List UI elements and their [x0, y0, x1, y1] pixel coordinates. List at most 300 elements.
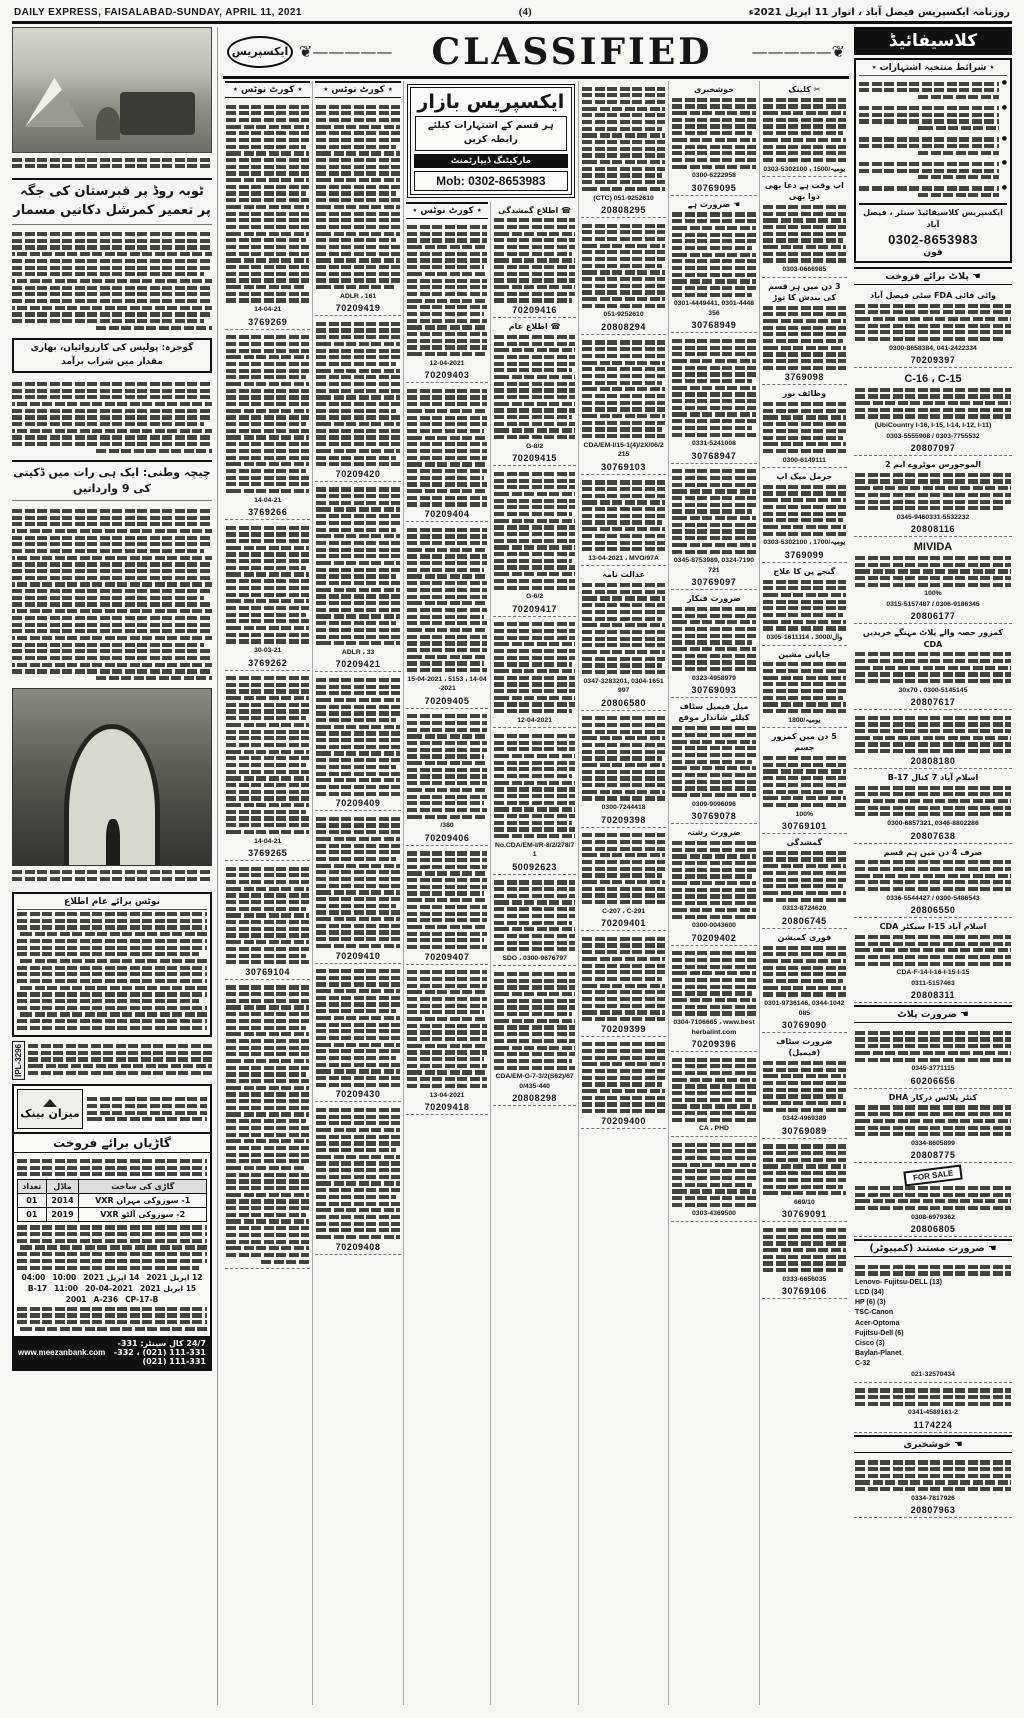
- greeked-text-line: [855, 401, 1011, 405]
- greeked-text-line: [316, 278, 399, 282]
- greeked-text-line: [17, 1012, 207, 1016]
- greeked-text-line: [494, 395, 575, 399]
- greeked-text-line: [672, 660, 755, 664]
- greeked-text-line: [582, 663, 662, 667]
- ad-detail: 0313-8724620: [782, 905, 827, 913]
- greeked-text-line: [672, 399, 755, 403]
- greeked-text-line: [763, 946, 846, 950]
- ad-detail: 0300-8658384, 041-2422334: [889, 344, 977, 352]
- greeked-text-line: [12, 306, 212, 310]
- ad-detail: 669/10: [793, 1198, 815, 1206]
- greeked-text-line: [672, 352, 755, 356]
- greeked-text-line: [407, 1010, 484, 1014]
- greeked-text-line: [28, 1071, 212, 1075]
- vehicle-table-body: [18, 1194, 207, 1222]
- greeked-text-line: [494, 525, 575, 529]
- greeked-text-line: [582, 187, 665, 191]
- greeked-text-line: [494, 388, 575, 392]
- ad-detail: 0342-4969389: [782, 1115, 827, 1123]
- greeked-text-line: [407, 885, 488, 889]
- greeked-text-line: [316, 581, 399, 585]
- classified-ad: [762, 646, 847, 729]
- greeked-text-line: [672, 359, 755, 363]
- greeked-text-line: [316, 772, 399, 776]
- greeked-text-line: [316, 165, 399, 169]
- greeked-text-line: [763, 409, 846, 413]
- greeked-text-line: [17, 1313, 207, 1317]
- classified-ad: [762, 81, 847, 177]
- express-bazar-title: ایکسپریس بازار: [417, 91, 565, 113]
- classified-ad: [762, 1222, 847, 1299]
- greeked-text-line: [316, 937, 399, 941]
- greeked-text-line: [763, 1108, 846, 1112]
- greeked-text-line: [407, 788, 488, 792]
- greeked-text-line: [494, 894, 575, 898]
- greeked-text-line: [855, 666, 1011, 670]
- greeked-text-line: [226, 272, 309, 276]
- ad-column: [312, 81, 402, 1705]
- greeked-text-line: [226, 232, 309, 236]
- greeked-text-line: [494, 335, 575, 339]
- greeked-text-line: [226, 546, 309, 550]
- greeked-text-line: [316, 514, 399, 518]
- greeked-text-line: [316, 218, 399, 222]
- greeked-text-line: [226, 198, 309, 202]
- greeked-text-line: [582, 427, 662, 431]
- bank-ad-header: [14, 1086, 210, 1134]
- greeked-text-line: [226, 873, 309, 877]
- greeked-text-line: [316, 837, 399, 841]
- greeked-text-line: [763, 669, 846, 673]
- greeked-text-line: [672, 426, 752, 430]
- ad-phone: 70209399: [601, 1023, 647, 1034]
- greeked-text-line: [582, 107, 665, 111]
- greeked-text-line: [494, 422, 575, 426]
- greeked-text-line: [763, 1171, 846, 1175]
- ad-phone: 70209419: [335, 303, 381, 314]
- greeked-text-line: [672, 286, 755, 290]
- greeked-text-line: [672, 124, 755, 128]
- article-body: [12, 506, 212, 682]
- greeked-text-line: [407, 528, 488, 532]
- greeked-text-line: [226, 743, 309, 747]
- greeked-text-line: [407, 238, 488, 242]
- greeked-text-line: [316, 335, 399, 339]
- greeked-text-line: [494, 539, 575, 543]
- right-sidebar: [854, 27, 1012, 1705]
- greeked-text-line: [226, 985, 309, 989]
- greeked-text-line: [407, 496, 488, 500]
- ad-phone: 20808116: [910, 524, 956, 535]
- greeked-text-line: [407, 541, 488, 545]
- greeked-text-line: [763, 696, 843, 700]
- greeked-text-line: [407, 1030, 488, 1034]
- greeked-text-line: [226, 1153, 309, 1157]
- news-column: [12, 27, 218, 1705]
- greeked-text-line: [859, 144, 999, 148]
- greeked-text-line: [672, 253, 755, 257]
- greeked-text-line: [316, 548, 399, 552]
- greeked-text-line: [763, 1158, 846, 1162]
- greeked-text-line: [763, 359, 846, 363]
- vehicle-cell: 2019: [46, 1208, 79, 1222]
- greeked-text-line: [226, 278, 309, 282]
- ad-phone: 20808294: [601, 321, 647, 332]
- greeked-text-line: [672, 165, 755, 169]
- greeked-text-line: [494, 696, 575, 700]
- greeked-text-line: [672, 634, 755, 638]
- terms-title: ٭ شرائط منتخبہ اشتہارات ٭: [859, 63, 1007, 76]
- greeked-text-line: [859, 119, 999, 123]
- greeked-text-line: [672, 1183, 752, 1187]
- greeked-text-line: [316, 725, 399, 729]
- greeked-text-line: [494, 827, 575, 831]
- greeked-text-line: [407, 429, 484, 433]
- greeked-text-line: [494, 238, 575, 242]
- greeked-text-line: [582, 113, 665, 117]
- greeked-text-line: [316, 1168, 399, 1172]
- greeked-text-line: [855, 1031, 1011, 1035]
- greeked-text-line: [226, 238, 306, 242]
- greeked-text-line: [672, 908, 755, 912]
- notice-title: نوٹس برائے عام اطلاع: [17, 897, 207, 910]
- greeked-text-line: [855, 1402, 1011, 1406]
- greeked-text-line: [855, 1193, 1011, 1197]
- ad-detail: G-6/2: [526, 593, 544, 601]
- greeked-text-line: [494, 927, 575, 931]
- ad-detail: 0333-6656035: [782, 1275, 827, 1283]
- greeked-text-line: [494, 258, 575, 262]
- greeked-text-line: [855, 304, 1011, 308]
- greeked-text-line: [582, 160, 665, 164]
- greeked-text-line: [855, 1058, 1011, 1062]
- ad-phone: 20808298: [512, 1093, 558, 1104]
- greeked-text-line: [316, 1155, 399, 1159]
- greeked-text-line: [582, 790, 665, 794]
- greeked-text-line: [407, 648, 488, 652]
- greeked-text-line: [494, 572, 575, 576]
- greeked-text-line: [582, 957, 665, 961]
- greeked-text-line: [672, 1189, 755, 1193]
- greeked-text-line: [87, 1097, 207, 1101]
- greeked-text-line: [316, 151, 399, 155]
- greeked-text-line: [582, 1089, 665, 1093]
- greeked-text-line: [316, 1135, 399, 1139]
- greeked-text-line: [582, 250, 665, 254]
- auction-date-token: CP-17-B: [125, 1294, 159, 1304]
- greeked-text-line: [226, 907, 306, 911]
- greeked-text-line: [582, 367, 665, 371]
- greeked-text-line: [226, 1039, 309, 1043]
- greeked-text-line: [407, 476, 484, 480]
- classified-ad: [671, 590, 756, 698]
- greeked-text-line: [226, 1240, 309, 1244]
- greeked-text-line: [763, 790, 843, 794]
- greeked-text-line: [494, 669, 575, 673]
- vehicle-row: [18, 1194, 207, 1208]
- greeked-text-line: [855, 493, 1011, 497]
- greeked-text-line: [582, 603, 665, 607]
- greeked-text-line: [407, 422, 488, 426]
- greeked-text-line: [855, 1051, 1011, 1055]
- greeked-text-line: [672, 740, 755, 744]
- greeked-text-line: [226, 298, 309, 302]
- greeked-text-line: [12, 442, 212, 446]
- greeked-text-line: [226, 559, 309, 563]
- greeked-text-line: [12, 259, 212, 263]
- greeked-text-line: [407, 1004, 488, 1008]
- classified-ad: [315, 316, 400, 482]
- greeked-text-line: [763, 332, 846, 336]
- greeked-text-line: [226, 158, 309, 162]
- greeked-text-line: [763, 803, 846, 807]
- greeked-text-line: [672, 212, 755, 216]
- greeked-text-line: [316, 778, 399, 782]
- greeked-text-line: [226, 1066, 309, 1070]
- ipl-code: IPL-3296: [12, 1041, 25, 1080]
- greeked-text-line: [494, 1025, 575, 1029]
- greeked-text-line: [96, 326, 212, 330]
- terms-box: [854, 58, 1012, 263]
- greeked-text-line: [17, 1245, 207, 1249]
- greeked-text-line: [407, 395, 488, 399]
- greeked-text-line: [226, 422, 306, 426]
- ad-phone: 70209403: [424, 370, 470, 381]
- greeked-text-line: [226, 619, 309, 623]
- greeked-text-line: [494, 342, 575, 346]
- greeked-text-line: [582, 610, 665, 614]
- greeked-text-line: [763, 352, 846, 356]
- ad-phone: 70209417: [512, 603, 558, 614]
- greeked-text-line: [407, 561, 488, 565]
- terms-bullet: [859, 104, 1007, 133]
- greeked-text-line: [672, 1143, 755, 1147]
- greeked-text-line: [316, 258, 399, 262]
- greeked-text-line: [316, 1009, 396, 1013]
- greeked-text-line: [316, 1049, 399, 1053]
- meezan-bank-ad: [12, 1084, 212, 1371]
- greeked-text-line: [12, 395, 212, 399]
- greeked-text-line: [226, 867, 309, 871]
- greeked-text-line: [494, 428, 575, 432]
- ad-detail: 0304-7106665 ، www.bestherbalint.com: [673, 1019, 755, 1036]
- auction-date-token: B-17: [27, 1283, 48, 1293]
- greeked-text-line: [407, 661, 484, 665]
- ad-detail: ADLR ، 33: [341, 648, 375, 656]
- greeked-text-line: [855, 962, 1011, 966]
- ad-heading: ☎ اطلاع عام: [508, 322, 561, 332]
- greeked-text-line: [855, 486, 1011, 490]
- greeked-text-line: [407, 482, 488, 486]
- greeked-text-line: [316, 897, 399, 901]
- article-body: [12, 379, 212, 455]
- greeked-text-line: [763, 512, 846, 516]
- greeked-text-line: [226, 355, 309, 359]
- greeked-text-line: [855, 867, 1011, 871]
- ad-detail: 30-03-21: [254, 647, 282, 655]
- column-header: ٭ کورٹ نوٹس ٭: [406, 202, 489, 219]
- section-header: ☚ ضرورت مستند (کمپیوٹر): [854, 1239, 1012, 1257]
- photo-caption: [12, 155, 212, 171]
- greeked-text-line: [494, 947, 575, 951]
- classified-ad: [581, 931, 666, 1036]
- column-header: ٭ کورٹ نوٹس ٭: [225, 81, 310, 98]
- greeked-text-line: [672, 543, 755, 547]
- greeked-text-line: [226, 469, 306, 473]
- classified-ad: [406, 220, 489, 384]
- greeked-text-line: [316, 449, 399, 453]
- express-logo-badge: ایکسپریس: [227, 36, 293, 68]
- greeked-text-line: [12, 549, 204, 553]
- photo-caption: [12, 868, 212, 884]
- greeked-text-line: [316, 864, 399, 868]
- greeked-text-line: [763, 212, 846, 216]
- greeked-text-line: [316, 1108, 399, 1112]
- greeked-text-line: [316, 185, 399, 189]
- greeked-text-line: [226, 1146, 309, 1150]
- greeked-text-line: [316, 844, 399, 848]
- greeked-text-line: [763, 1094, 843, 1098]
- greeked-text-line: [407, 588, 488, 592]
- greeked-text-line: [582, 381, 662, 385]
- greeked-text-line: [226, 1012, 309, 1016]
- classified-ad: [854, 1089, 1012, 1164]
- greeked-text-line: [316, 1228, 399, 1232]
- greeked-text-line: [12, 636, 212, 640]
- greeked-text-line: [226, 131, 309, 135]
- ad-phone: 20806805: [910, 1224, 956, 1235]
- greeked-text-line: [316, 924, 399, 928]
- greeked-text-line: [12, 529, 212, 533]
- greeked-text-line: [226, 265, 309, 269]
- greeked-text-line: [855, 812, 1011, 816]
- greeked-text-line: [316, 718, 396, 722]
- greeked-text-line: [226, 539, 309, 543]
- greeked-text-line: [763, 245, 846, 249]
- ad-phone: 70209430: [335, 1089, 381, 1100]
- greeked-text-line: [582, 244, 665, 248]
- ad-phone: 70209407: [424, 951, 470, 962]
- greeked-text-line: [494, 505, 575, 509]
- greeked-text-line: [316, 145, 396, 149]
- greeked-text-line: [12, 602, 212, 606]
- greeked-text-line: [316, 870, 399, 874]
- greeked-text-line: [582, 347, 665, 351]
- greeked-text-line: [407, 891, 484, 895]
- greeked-text-line: [316, 1195, 396, 1199]
- classified-ad: [581, 335, 666, 475]
- greeked-text-line: [12, 158, 212, 162]
- greeked-text-line: [407, 808, 488, 812]
- greeked-text-line: [316, 685, 399, 689]
- greeked-text-line: [226, 913, 309, 917]
- ad-detail: 0303-4369500: [692, 1210, 736, 1218]
- greeked-text-line: [582, 596, 665, 600]
- ad-phone: 70209402: [691, 932, 737, 943]
- greeked-text-line: [226, 887, 309, 891]
- greeked-text-line: [407, 768, 488, 772]
- auction-date-token: 04:00: [21, 1272, 46, 1282]
- greeked-text-line: [226, 803, 309, 807]
- greeked-text-line: [582, 1096, 665, 1100]
- greeked-text-line: [407, 292, 488, 296]
- greeked-text-line: [672, 667, 755, 671]
- ad-heading: گنجے پن کا علاج: [773, 566, 836, 576]
- greeked-text-line: [672, 433, 755, 437]
- ad-columns: [223, 81, 849, 1705]
- greeked-text-line: [407, 1084, 488, 1088]
- greeked-text-line: [582, 1049, 665, 1053]
- greeked-text-line: [226, 165, 309, 169]
- greeked-text-line: [494, 479, 575, 483]
- greeked-text-line: [226, 1213, 306, 1217]
- greeked-text-line: [582, 487, 665, 491]
- greeked-text-line: [494, 1066, 575, 1070]
- greeked-text-line: [855, 1480, 1011, 1484]
- greeked-text-line: [763, 491, 846, 495]
- greeked-text-line: [855, 935, 1011, 939]
- greeked-text-line: [17, 1239, 207, 1243]
- ipl-row: [12, 1041, 212, 1080]
- greeked-text-line: [855, 324, 1011, 328]
- greeked-text-line: [763, 532, 846, 536]
- greeked-text-line: [12, 245, 212, 249]
- greeked-text-line: [672, 503, 755, 507]
- greeked-text-line: [582, 763, 665, 767]
- greeked-text-line: [763, 851, 846, 855]
- greeked-text-line: [226, 790, 309, 794]
- classified-ad: [854, 287, 1012, 368]
- greeked-text-line: [226, 429, 309, 433]
- greeked-text-line: [494, 887, 575, 891]
- bullet-icon: ●: [1001, 134, 1007, 142]
- greeked-text-line: [316, 678, 399, 682]
- ad-detail: 0303-5302100 ، یومیہ/1700: [763, 539, 846, 547]
- auction-dates: [17, 1273, 207, 1304]
- greeked-text-line: [494, 499, 575, 503]
- greeked-text-line: [855, 556, 1011, 560]
- greeked-text-line: [672, 233, 755, 237]
- greeked-text-line: [226, 1099, 309, 1103]
- greeked-text-line: [494, 999, 575, 1003]
- ad-phone: 30769091: [781, 1209, 827, 1220]
- greeked-text-line: [316, 245, 399, 249]
- classified-ad: [762, 929, 847, 1033]
- greeked-text-line: [316, 369, 399, 373]
- greeked-text-line: [672, 640, 752, 644]
- classified-area: [223, 27, 849, 1705]
- greeked-text-line: [582, 237, 665, 241]
- greeked-text-line: [582, 743, 665, 747]
- ad-list-item: HP (6) (3): [855, 1299, 886, 1307]
- greeked-text-line: [494, 435, 575, 439]
- greeked-text-line: [763, 959, 846, 963]
- greeked-text-line: [316, 698, 399, 702]
- greeked-text-line: [407, 795, 488, 799]
- classified-ad: [762, 563, 847, 646]
- greeked-text-line: [12, 312, 212, 316]
- greeked-text-line: [672, 746, 755, 750]
- greeked-text-line: [582, 750, 665, 754]
- greeked-text-line: [582, 770, 665, 774]
- greeked-text-line: [855, 1265, 1011, 1269]
- greeked-text-line: [407, 945, 488, 949]
- greeked-text-line: [316, 568, 399, 572]
- greeked-text-line: [12, 629, 212, 633]
- greeked-text-line: [316, 402, 399, 406]
- greeked-text-line: [672, 151, 755, 155]
- greeked-text-line: [763, 1081, 846, 1085]
